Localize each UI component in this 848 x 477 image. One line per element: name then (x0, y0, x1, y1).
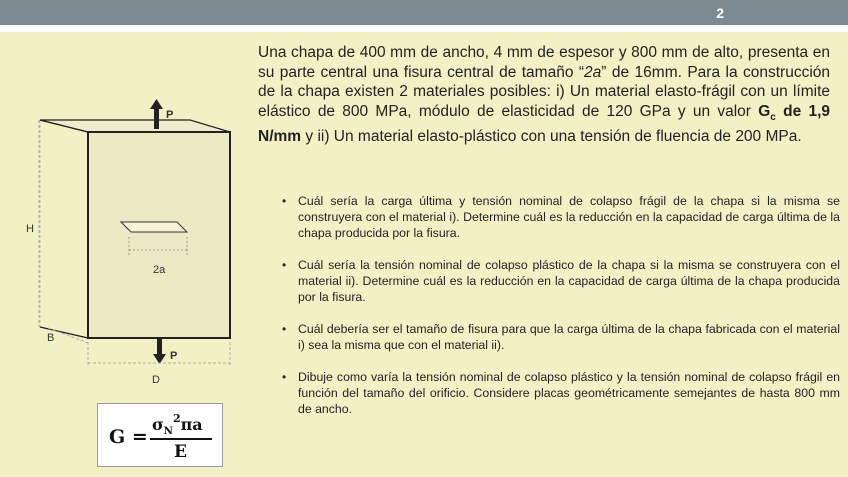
thickness-label: B (47, 332, 55, 344)
question-list (282, 193, 840, 433)
plate-diagram (0, 95, 250, 395)
plate-top-face (40, 120, 230, 132)
central-crack (121, 222, 187, 232)
energy-release-formula (97, 403, 223, 467)
problem-statement (258, 43, 830, 147)
plate-front-face (88, 132, 230, 338)
formula-lhs: G = (109, 426, 148, 448)
load-arrow-top (154, 107, 159, 129)
fraction-bar (150, 438, 212, 440)
width-label: D (152, 374, 160, 386)
load-label-bottom: P (170, 350, 178, 362)
problem-text-1: Una chapa de 400 mm de ancho, 4 mm de espesor y 800 mm de alto, presenta en su parte central una fisura central de tamaño “ (258, 44, 830, 81)
problem-text-2: ” de 16mm. Para la construcción de la chapa existen 2 materiales posibles: i) Un material elasto-frágil con un límite elástico de 800 MPa, módulo de elasticidad de 120 GPa y un valor (258, 63, 831, 120)
crack-size-symbol: 2a (584, 63, 602, 81)
question-4: • Dibuje como varía la tensión nominal de colapso plástico y la tensión nominal de colapso frágil en función del tamaño del orificio. Considere placas geométricamente semejantes de hasta 800 mm de ancho. (282, 369, 840, 417)
plate-hidden-edges (40, 120, 88, 338)
question-3: • Cuál debería ser el tamaño de fisura para que la carga última de la chapa fabricada con el material i) sea la misma que con el material ii). (282, 321, 840, 353)
formula-denominator: E (174, 442, 187, 462)
crack-label: 2a (153, 264, 166, 276)
question-2: • Cuál sería la tensión nominal de colapso plástico de la chapa si la misma se construyera con el material ii). Determine cuál es la reducción en la capacidad de carga última de la chapa producida por la fisura. (282, 257, 840, 305)
slide-number: 2 (716, 5, 724, 21)
load-label-top: P (166, 109, 174, 121)
problem-text-3: y ii) Un material elasto-plástico con una tensión de fluencia de 200 MPa. (301, 128, 802, 146)
header-stripe (0, 25, 848, 32)
formula-numerator: $\sigma_N^2\pi a$ (152, 412, 203, 437)
height-label: H (26, 223, 34, 235)
gc-value: $G_c$ de 1,9 N/mm (258, 102, 830, 146)
question-1: • Cuál sería la carga última y tensión nominal de colapso frágil de la chapa si la misma se construyera con el material i). Determine cuál es la reducción en la capacidad de carga última de la chapa producida por la fisura. (282, 193, 840, 241)
title-bar (0, 0, 848, 25)
